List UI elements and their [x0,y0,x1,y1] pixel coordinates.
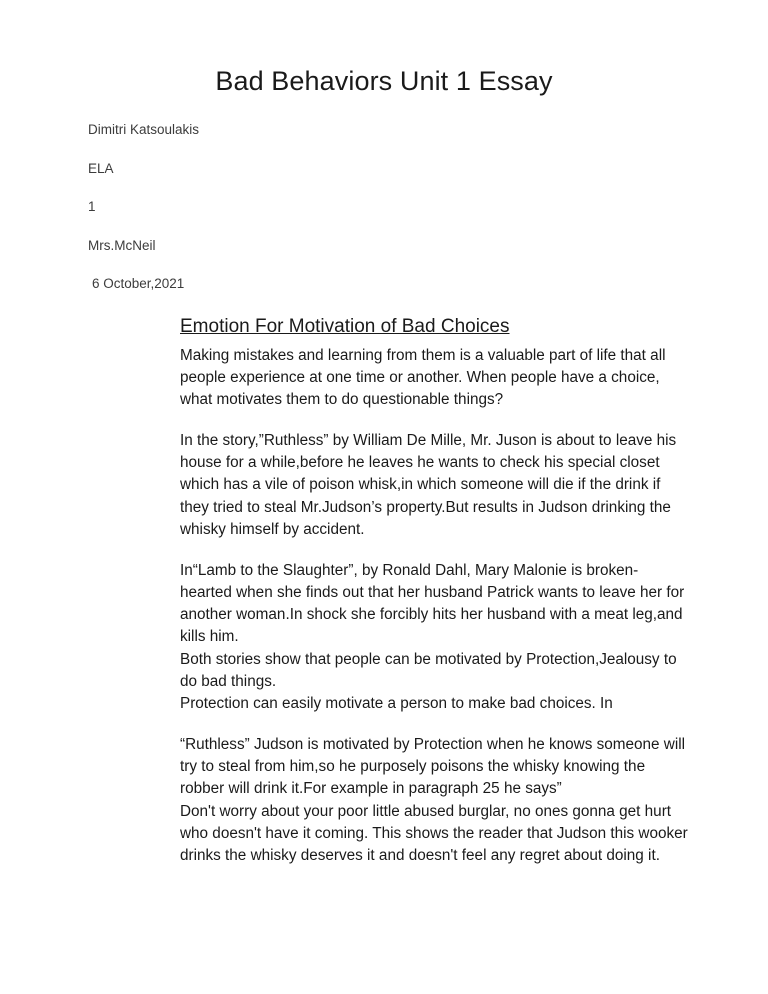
page-title: Bad Behaviors Unit 1 Essay [215,66,553,96]
paragraph-ruthless-summary: In the story,”Ruthless” by William De Mille, Mr. Juson is about to leave his house for a while,before he leaves he wants to check his special closet which has a vile of poison whisk,in which someone will die if the drink if they tried to steal Mr.Judson’s property.But results in Judson drinking the whisky himself by accident. [180,432,677,538]
section-heading: Emotion For Motivation of Bad Choices [180,315,510,337]
paragraph-intro: Making mistakes and learning from them is a valuable part of life that all people experience at one time or another. When people have a choice, what motivates them to do questionable things? [180,346,666,408]
paragraph-thesis: Both stories show that people can be motivated by Protection,Jealousy to do bad things. [180,650,677,690]
paragraph-gap [180,715,690,734]
paragraph-lamb-summary: In“Lamb to the Slaughter”, by Ronald Dahl, Mary Malonie is broken-hearted when she finds out that her husband Patrick wants to leave her for another woman.In shock she forcibly hits her husband with a meat leg,and kills him. [180,561,685,646]
class-name: ELA [88,160,114,176]
teacher-name: Mrs.McNeil [88,237,156,253]
paragraph-protection-topic: Protection can easily motivate a person to make bad choices. In [180,694,613,712]
paragraph-quote-analysis: Don't worry about your poor little abused burglar, no ones gonna get hurt who doesn't have it coming. This shows the reader that Judson this wooker drinks the whisky deserves it and doesn't feel any regret about doing it. [180,802,688,864]
essay-body [0,316,768,868]
paragraph-ruthless-evidence: “Ruthless” Judson is motivated by Protection when he knows someone will try to steal from him,so he purposely poisons the whisky knowing the robber will drink it.For example in paragraph 25 he says” [180,736,686,798]
section-heading-wrap [180,316,690,345]
author-name: Dimitri Katsoulakis [88,122,200,137]
date-line: 6 October,2021 [92,276,185,291]
paragraph-gap [180,411,690,430]
period-number: 1 [88,199,96,214]
paragraph-gap [180,541,690,560]
heading-block [0,123,768,291]
